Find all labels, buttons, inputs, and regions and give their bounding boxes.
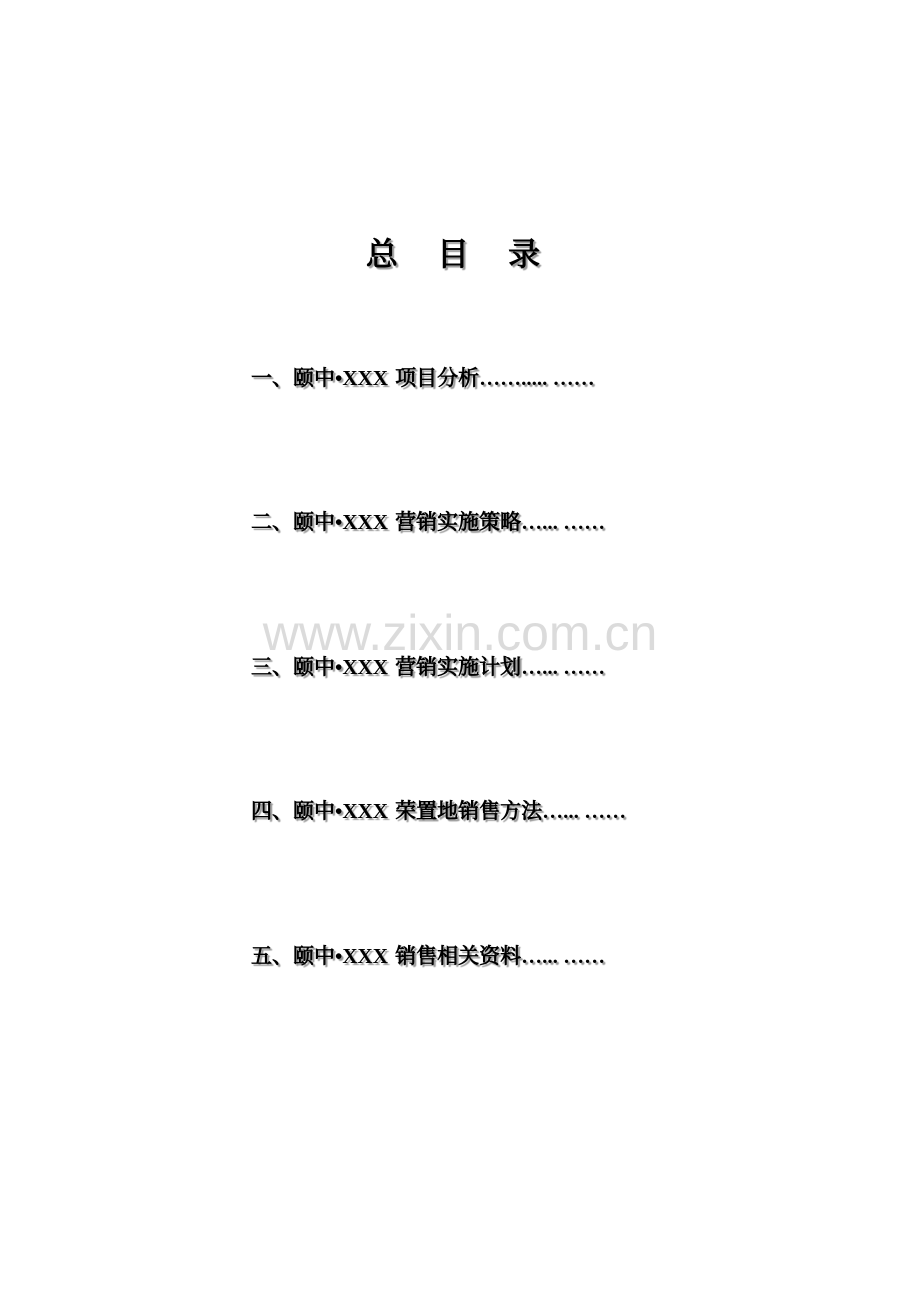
toc-entry-number: 二、颐中 — [251, 510, 335, 534]
toc-entry-leader: …... …… — [521, 944, 606, 968]
toc-entry-1[interactable] — [251, 364, 595, 392]
toc-entry-number: 四、颐中 — [251, 799, 335, 823]
toc-entry-code: XXX — [342, 366, 388, 390]
toc-entry-2[interactable] — [251, 508, 605, 536]
toc-entry-dot: • — [335, 799, 343, 823]
toc-entry-heading: 荣置地销售方法 — [387, 799, 543, 823]
toc-entry-5[interactable] — [251, 942, 605, 970]
toc-entry-code: XXX — [342, 944, 388, 968]
toc-entry-leader: …... …… — [521, 510, 606, 534]
toc-entry-number: 一、颐中 — [251, 366, 335, 390]
toc-entry-code: XXX — [342, 655, 388, 679]
toc-entry-heading: 销售相关资料 — [387, 944, 522, 968]
toc-entry-dot: • — [335, 944, 343, 968]
toc-entry-dot: • — [335, 655, 343, 679]
watermark-text: www.zixin.com.cn — [262, 605, 658, 661]
toc-entry-leader: ……..... …… — [479, 366, 595, 390]
toc-entry-leader: …... …… — [521, 655, 606, 679]
toc-entry-dot: • — [335, 366, 343, 390]
toc-entry-leader: …... …… — [542, 799, 627, 823]
toc-entry-code: XXX — [342, 510, 388, 534]
toc-entry-4[interactable] — [251, 797, 626, 825]
toc-entry-number: 三、颐中 — [251, 655, 335, 679]
toc-entry-dot: • — [335, 510, 343, 534]
toc-entry-number: 五、颐中 — [251, 944, 335, 968]
toc-entry-heading: 项目分析 — [387, 366, 480, 390]
toc-entry-heading: 营销实施计划 — [387, 655, 522, 679]
toc-entry-code: XXX — [342, 799, 388, 823]
page-title: 总 目 录 — [365, 235, 555, 274]
toc-entry-3[interactable] — [251, 653, 605, 681]
toc-entry-heading: 营销实施策略 — [387, 510, 522, 534]
